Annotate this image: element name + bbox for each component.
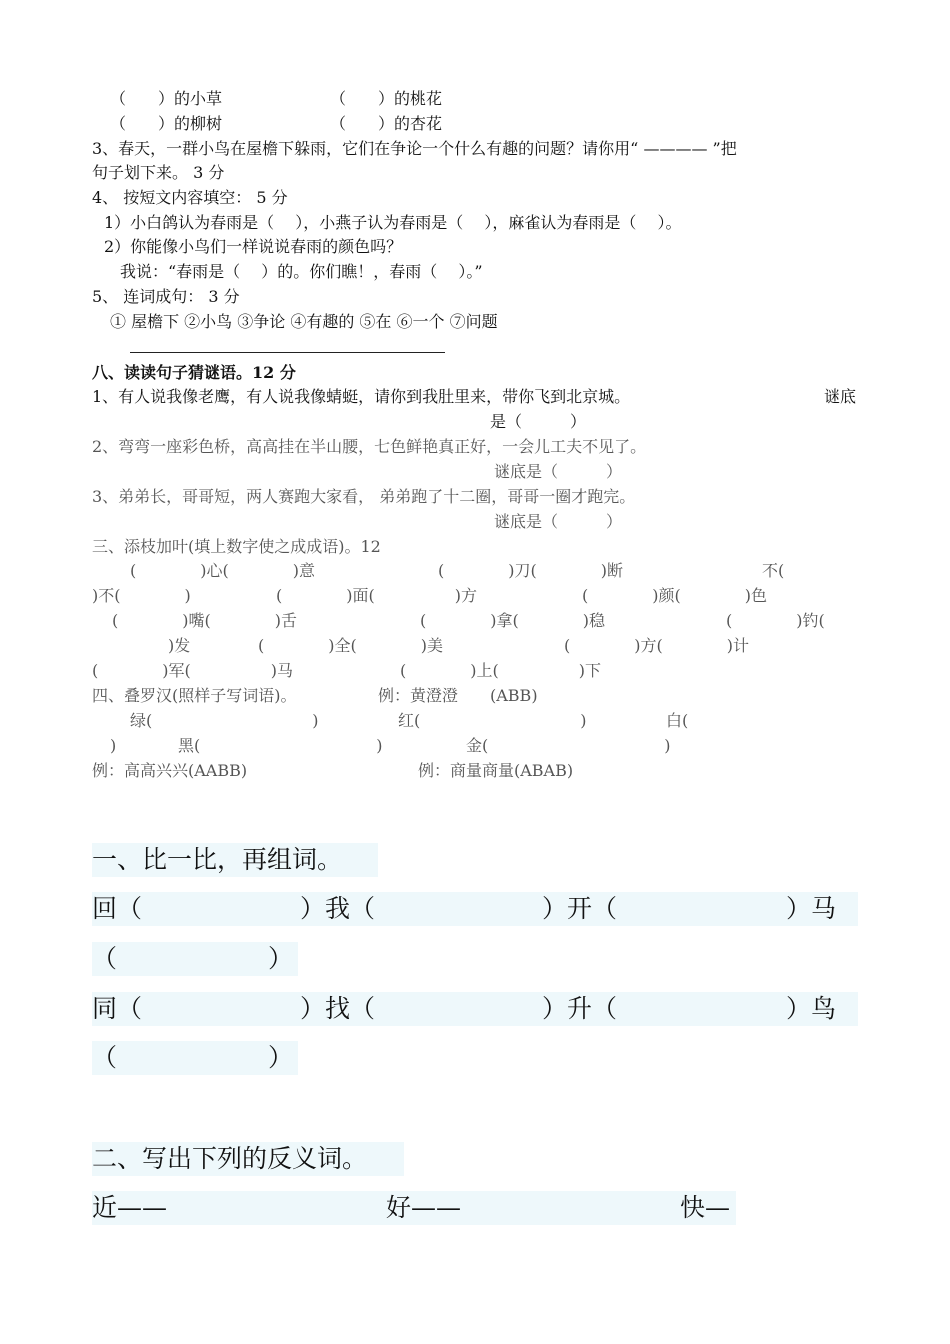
idiom-12: ( )上( )下: [400, 661, 601, 680]
char-kai: ）开（: [542, 894, 618, 923]
char-niao-bracket-open: （: [92, 1043, 118, 1072]
question-3-text: 3、春天，一群小鸟在屋檐下躲雨，它们在争论一个什么有趣的问题？请你用“ ———— ”把: [92, 139, 737, 158]
riddle-3: 3、弟弟长，哥哥短，两人赛跑大家看， 弟弟跑了十二圈，哥哥一圈才跑完。: [92, 487, 636, 506]
char-wo: ）我（: [300, 894, 376, 923]
example-aabb: 例：高高兴兴(AABB): [92, 761, 248, 780]
phrase-peach-blossom: （ ）的桃花: [330, 89, 443, 108]
section-4-title: 四、叠罗汉(照样子写词语)。: [92, 686, 297, 705]
question-4-item-2: 2）你能像小鸟们一样说说春雨的颜色吗？: [104, 237, 403, 256]
word-green: 绿( ): [130, 711, 319, 730]
question-3-text-cont: 句子划下来。 3 分: [92, 163, 225, 182]
char-hui: 回（: [92, 894, 143, 923]
word-red: 红( ): [398, 711, 587, 730]
idiom-9: ( )全( )美: [258, 636, 443, 655]
section-1-title: 一、比一比，再组词。: [92, 843, 378, 877]
char-sheng: ）升（: [542, 994, 618, 1023]
question-4-item-2-answer: 我说：“春雨是（ ）的。你们瞧！，春雨（ ）。”: [120, 262, 483, 281]
word-gold: 金( ): [466, 736, 671, 755]
antonym-near: 近——: [92, 1193, 168, 1222]
idiom-10: ( )方( )计: [564, 636, 749, 655]
section-2-title: 二、写出下列的反义词。: [92, 1142, 404, 1176]
idiom-6: ( )嘴( )舌: [112, 611, 297, 630]
idiom-1: ( )心( )意: [130, 561, 315, 580]
char-zhao: ）找（: [300, 994, 376, 1023]
word-black: 黑( ): [178, 736, 383, 755]
section-8-title: 八、读读句子猜谜语。12 分: [92, 363, 296, 382]
row-2-highlight: [92, 992, 858, 1026]
riddle-2-answer: 谜底是（ ）: [494, 462, 623, 481]
idiom-4: ( )面( )方: [276, 586, 477, 605]
char-ma-bracket-close: ）: [268, 944, 294, 973]
riddle-1: 1、有人说我像老鹰，有人说我像蜻蜓，请你到我肚里来，带你飞到北京城。: [92, 387, 631, 406]
antonym-fast: 快—: [680, 1193, 731, 1222]
word-white-start: 白(: [666, 711, 689, 730]
idiom-2: ( )刀( )断: [438, 561, 623, 580]
riddle-1-answer-label: 谜底: [824, 387, 857, 406]
char-niao: ）鸟: [786, 994, 837, 1023]
riddle-1-answer: 是（ ）: [490, 412, 587, 431]
char-ma-bracket-open: （: [92, 944, 118, 973]
idiom-8-start: ( )钓(: [726, 611, 825, 630]
phrase-willow: （ ）的柳树: [110, 114, 223, 133]
row-1-highlight: [92, 892, 858, 926]
question-4-title: 4、 按短文内容填空： 5 分: [92, 188, 288, 207]
idiom-3-end: )不( ): [92, 586, 191, 605]
phrase-apricot-blossom: （ ）的杏花: [330, 114, 443, 133]
idiom-3-start: 不(: [762, 561, 785, 580]
question-5-words: ① 屋檐下 ②小鸟 ③争论 ④有趣的 ⑤在 ⑥一个 ⑦问题: [110, 312, 498, 331]
answer-line: [130, 352, 445, 353]
idiom-7: ( )拿( )稳: [420, 611, 605, 630]
idiom-11: ( )军( )马: [92, 661, 293, 680]
question-4-item-1: 1）小白鸽认为春雨是（ ），小燕子认为春雨是（ ），麻雀认为春雨是（ ）。: [104, 213, 682, 232]
char-niao-bracket-close: ）: [268, 1043, 294, 1072]
word-white-end: ): [110, 736, 117, 755]
phrase-small-grass: （ ）的小草: [110, 89, 223, 108]
example-abab: 例：商量商量(ABAB): [418, 761, 574, 780]
antonym-good: 好——: [386, 1193, 462, 1222]
riddle-2: 2、弯弯一座彩色桥，高高挂在半山腰，七色鲜艳真正好，一会儿工夫不见了。: [92, 437, 647, 456]
example-abb: 例：黄澄澄 (ABB): [378, 686, 538, 705]
idiom-5: ( )颜( )色: [582, 586, 767, 605]
char-tong: 同（: [92, 994, 143, 1023]
riddle-3-answer: 谜底是（ ）: [494, 512, 623, 531]
section-3-title: 三、添枝加叶(填上数字使之成成语)。12: [92, 537, 381, 556]
char-ma: ）马: [786, 894, 837, 923]
question-5-title: 5、 连词成句： 3 分: [92, 287, 240, 306]
idiom-8-end: )发: [168, 636, 191, 655]
